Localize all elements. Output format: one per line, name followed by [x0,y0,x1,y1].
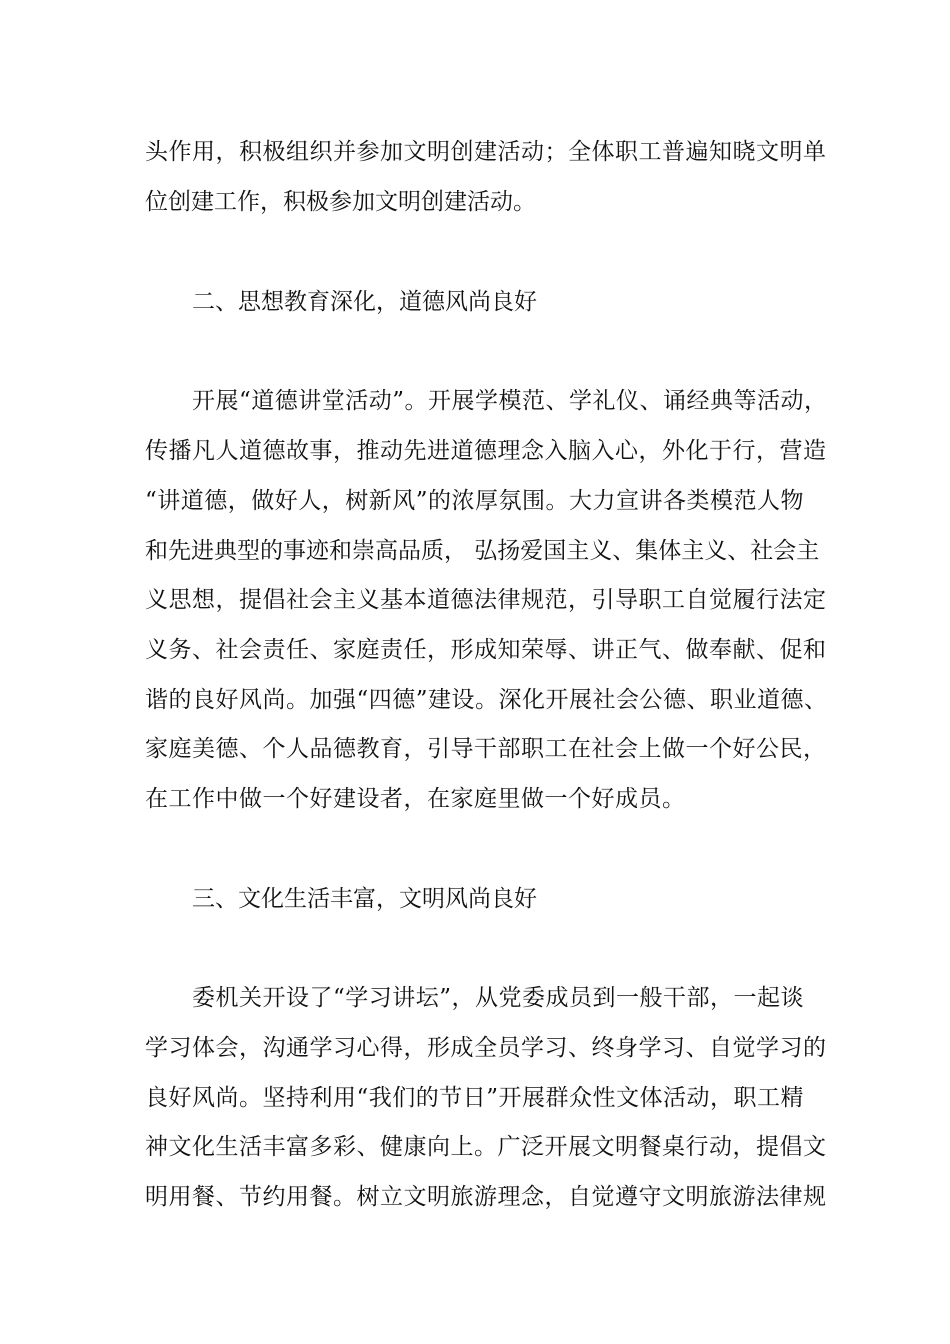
text-line: 明用餐、节约用餐。树立文明旅游理念，自觉遵守文明旅游法律规 [145,1184,827,1210]
text-line: 谐的良好风尚。加强“四德”建设。深化开展社会公德、职业道德、 [145,687,828,713]
text-line: 家庭美德、个人品德教育，引导干部职工在社会上做一个好公民， [145,736,827,762]
text-line: 在工作中做一个好建设者，在家庭里做一个好成员。 [145,786,686,812]
text-line: “讲道德，做好人，树新风”的浓厚氛围。大力宣讲各类模范人物 [145,488,805,514]
text-line: 学习体会，沟通学习心得，形成全员学习、终身学习、自觉学习的 [145,1035,827,1061]
text-line: 良好风尚。坚持利用“我们的节日”开展群众性文体活动，职工精 [145,1085,805,1111]
text-line: 义思想，提倡社会主义基本道德法律规范，引导职工自觉履行法定 [145,587,827,613]
text-line: 位创建工作，积极参加文明创建活动。 [145,189,536,215]
text-line: 委机关开设了“学习讲坛”，从党委成员到一般干部，一起谈 [192,985,805,1011]
text-line: 神文化生活丰富多彩、健康向上。广泛开展文明餐桌行动，提倡文 [145,1134,827,1160]
text-line: 和先进典型的事迹和崇高品质， 弘扬爱国主义、集体主义、社会主 [145,538,820,564]
section-heading: 三、文化生活丰富，文明风尚良好 [192,886,537,912]
text-line: 开展“道德讲堂活动”。开展学模范、学礼仪、诵经典等活动， [192,388,828,414]
section-heading: 二、思想教育深化，道德风尚良好 [192,289,537,315]
text-line: 义务、社会责任、家庭责任，形成知荣辱、讲正气、做奉献、促和 [145,637,827,663]
text-line: 头作用，积极组织并参加文明创建活动；全体职工普遍知晓文明单 [145,139,827,165]
text-line: 传播凡人道德故事，推动先进道德理念入脑入心，外化于行，营造 [145,438,827,464]
